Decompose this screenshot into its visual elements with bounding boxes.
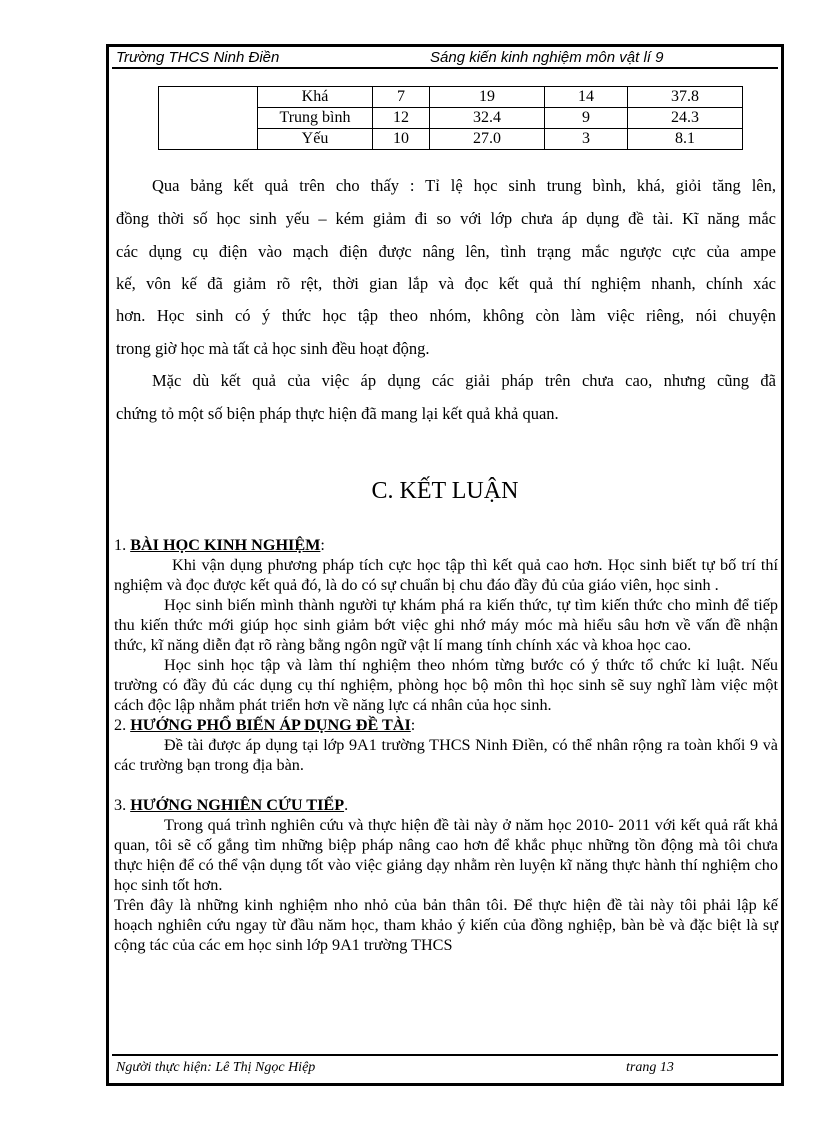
paragraph-line: trong giờ học mà tất cả học sinh đều hoạt động. [116,339,430,358]
table-cell: 32.4 [430,108,545,129]
paragraph-line: chứng tỏ một số biện pháp thực hiện đã mang lại kết quả khả quan. [116,404,559,423]
heading-text: BÀI HỌC KINH NGHIỆM [130,536,321,554]
paragraph: Học sinh biến mình thành người tự khám phá ra kiến thức, tự tìm kiến thức cho mình để tiếp thu kiến thức mới giúp học sinh giảm bớt việc ghi nhớ máy móc mà hiểu sâu hơn về vấn đề nhận thức, kĩ năng diễn đạt rõ ràng bằng ngôn ngữ vật lí mang tính chính xác và khoa học cao. [114,596,778,654]
header-school: Trường THCS Ninh Điền [116,49,280,66]
paragraph: Khi vận dụng phương pháp tích cực học tập thì kết quả cao hơn. Học sinh biết tự bố trí thí nghiệm và đọc được kết quả đó, là do có sự chuẩn bị chu đáo đầy đủ của giáo viên, học sinh . [114,556,778,594]
heading-text: HƯỚNG PHỔ BIẾN ÁP DỤNG ĐỀ TÀI [130,716,411,734]
table-cell: 8.1 [628,129,743,150]
page-footer [112,1054,778,1080]
heading-punct: . [344,796,349,814]
table-cell: 3 [545,129,628,150]
header-subject: Sáng kiến kinh nghiệm môn vật lí 9 [430,49,664,66]
heading-text: HƯỚNG NGHIÊN CỨU TIẾP [130,796,345,814]
table-cell: 14 [545,87,628,108]
footer-page-number: trang 13 [626,1060,674,1075]
paragraph: Đề tài được áp dụng tại lớp 9A1 trường THCS Ninh Điền, có thể nhân rộng ra toàn khối 9 và các trường bạn trong địa bàn. [114,736,778,774]
paragraph-line: Mặc dù kết quả của việc áp dụng các giải pháp trên chưa cao, nhưng cũng đã [152,371,776,390]
section-1 [114,535,778,955]
heading-number: 3. [114,796,131,814]
paragraph-line: đồng thời số học sinh yếu – kém giảm đi so với lớp chưa áp dụng đề tài. Kĩ năng mắc [116,209,776,228]
spacer [114,775,778,795]
heading-punct: : [410,716,416,734]
table-cell: 10 [373,129,430,150]
heading-punct: : [320,536,325,554]
results-table [158,86,743,150]
section-3-heading [114,795,778,815]
table-cell: 19 [430,87,545,108]
section-2-heading [114,715,778,735]
table-cell: 27.0 [430,129,545,150]
section-1-heading [114,535,778,555]
table-blank-cell [159,87,258,150]
table-cell: 24.3 [628,108,743,129]
section-title: C. KẾT LUẬN [371,478,519,504]
heading-number: 1. [114,536,131,554]
page-header [112,47,778,69]
paragraph: Trên đây là những kinh nghiệm nho nhỏ của bản thân tôi. Để thực hiện đề tài này tôi phải lập kế hoạch nghiên cứu ngay từ đầu năm học, tham khảo ý kiến của đồng nghiệp, bàn bè và đặc biệt là sự cộng tác của các em học sinh lớp 9A1 trường THCS [114,896,778,954]
paragraph-line: hơn. Học sinh có ý thức học tập theo nhóm, không còn làm việc riêng, nói chuyện [116,306,776,325]
table-cell: 7 [373,87,430,108]
table-cell-label: Yếu [258,129,373,150]
table-cell: 37.8 [628,87,743,108]
heading-number: 2. [114,716,131,734]
footer-author: Người thực hiện: Lê Thị Ngọc Hiệp [116,1060,316,1075]
table-row [159,87,743,108]
table-cell: 12 [373,108,430,129]
table-cell: 9 [545,108,628,129]
table-cell-label: Khá [258,87,373,108]
paragraph-line: Qua bảng kết quả trên cho thấy : Tỉ lệ học sinh trung bình, khá, giỏi tăng lên, [152,176,776,195]
table-cell-label: Trung bình [258,108,373,129]
paragraph-line: kế, vôn kế đã giảm rõ rệt, thời gian lắp và đọc kết quả thí nghiệm nhanh, chính xác [116,274,776,293]
paragraph-line: các dụng cụ điện vào mạch điện được nâng lên, tình trạng mắc ngược cực của ampe [116,242,776,261]
paragraph: Trong quá trình nghiên cứu và thực hiện đề tài này ở năm học 2010- 2011 với kết quả rất khả quan, tôi sẽ cố gắng tìm những biệp pháp nâng cao hơn để khắc phục những tồn động mà tôi chưa thực hiện để có thể vận dụng tốt vào việc giảng dạy nhằm rèn luyện kĩ năng thực hành thí nghiệm cho học sinh tốt hơn. [114,816,778,894]
paragraph: Học sinh học tập và làm thí nghiệm theo nhóm từng bước có ý thức tổ chức kỉ luật. Nếu trường có đầy đủ các dụng cụ thí nghiệm, phòng học bộ môn thì học sinh sẽ suy nghĩ làm việc một cách độc lập nhằm phát triển hơn về năng lực cá nhân của học sinh. [114,656,778,714]
